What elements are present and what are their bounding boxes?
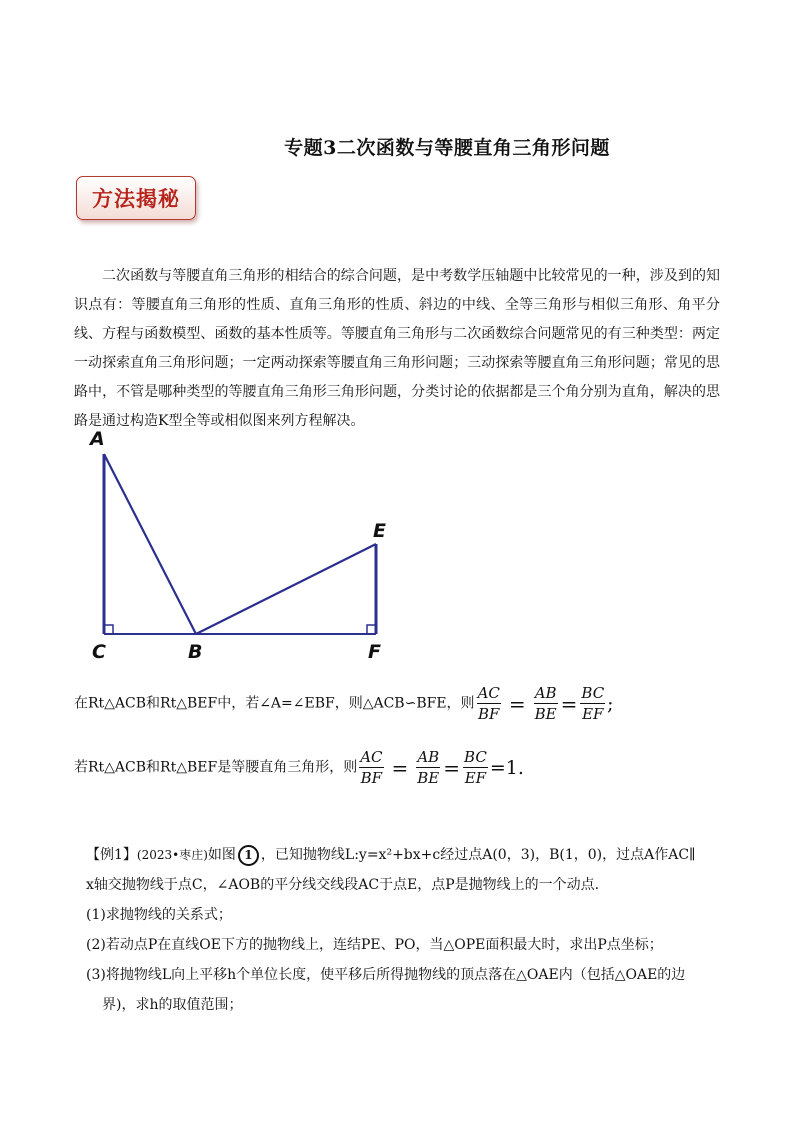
isosceles-statement [74,748,524,787]
statement-text: 若Rt△ACB和Rt△BEF是等腰直角三角形，则 [74,759,358,776]
k-shape-diagram [84,428,414,673]
fraction: $\frac{BC}{EF}$ [464,748,487,787]
example-stem-line-2: x轴交抛物线于点C，∠AOB的平分线交线段AC于点E，点P是抛物线上的一个动点. [86,877,600,893]
label-C: C [92,641,106,663]
intro-paragraph: 二次函数与等腰直角三角形的相结合的综合问题，是中考数学压轴题中比较常见的一种，涉及到的知识点有：等腰直角三角形的性质、直角三角形的性质、斜边的中线、全等三角形与相似三角形、角平分线、方程与函数模型、函数的基本性质等。等腰直角三角形与二次函数综合问题常见的有三种类型：两定一动探索直角三角形问题；一定两动探索等腰直角三角形问题；三动探索等腰直角三角形问题；常见的思路中，不管是哪种类型的等腰直角三角形三角形问题，分类讨论的依据都是三个角分别为直角，解决的思路是通过构造K型全等或相似图来列方程解决。 [74,268,720,429]
question-2: (2)若动点P在直线OE下方的抛物线上，连结PE、PO，当△OPE面积最大时，求出P点坐标； [86,937,663,953]
label-F: F [368,641,381,663]
example-1 [86,840,726,1020]
fraction: $\frac{AC}{BF}$ [360,748,383,787]
similar-triangles-statement [74,684,614,723]
label-B: B [188,641,203,663]
segment-BE [196,544,376,634]
fraction: $\frac{BC}{EF}$ [581,684,605,723]
question-3: (3)将抛物线L向上平移h个单位长度，使平移后所得抛物线的顶点落在△OAE内（包括△OAE的边 [86,967,686,983]
ratio-formula: $\frac{AC}{BF}$ = $\frac{AB}{BE}$ = $\frac{BC}{EF}$ ; [477,684,614,723]
segment-AB [104,454,196,634]
statement-text: 在Rt△ACB和Rt△BEF中，若∠A=∠EBF，则△ACB∽BFE，则 [74,695,475,712]
label-A: A [90,428,105,450]
ratio-formula: $\frac{AC}{BF}$ = $\frac{AB}{BE}$ = $\frac{BC}{EF}$ =1. [360,748,524,787]
fraction: $\frac{AC}{BF}$ [477,684,500,723]
question-1: (1)求抛物线的关系式； [86,907,232,923]
fraction: $\frac{AB}{BE}$ [534,684,557,723]
question-3-cont: 界)，求h的取值范围； [102,997,243,1013]
page-title: 专题3二次函数与等腰直角三角形问题 [284,137,610,159]
method-badge: 方法揭秘 [76,176,196,220]
figure-number-circle: 1 [238,845,259,866]
example-stem-line-1: 【例1】(2023•枣庄)如图 1 ，已知抛物线L:y=x²+bx+c经过点A(0，3)，B(1，0)，过点A作AC∥ [86,840,726,870]
geometry-figure [84,428,414,673]
label-E: E [373,520,386,542]
fraction: $\frac{AB}{BE}$ [417,748,440,787]
